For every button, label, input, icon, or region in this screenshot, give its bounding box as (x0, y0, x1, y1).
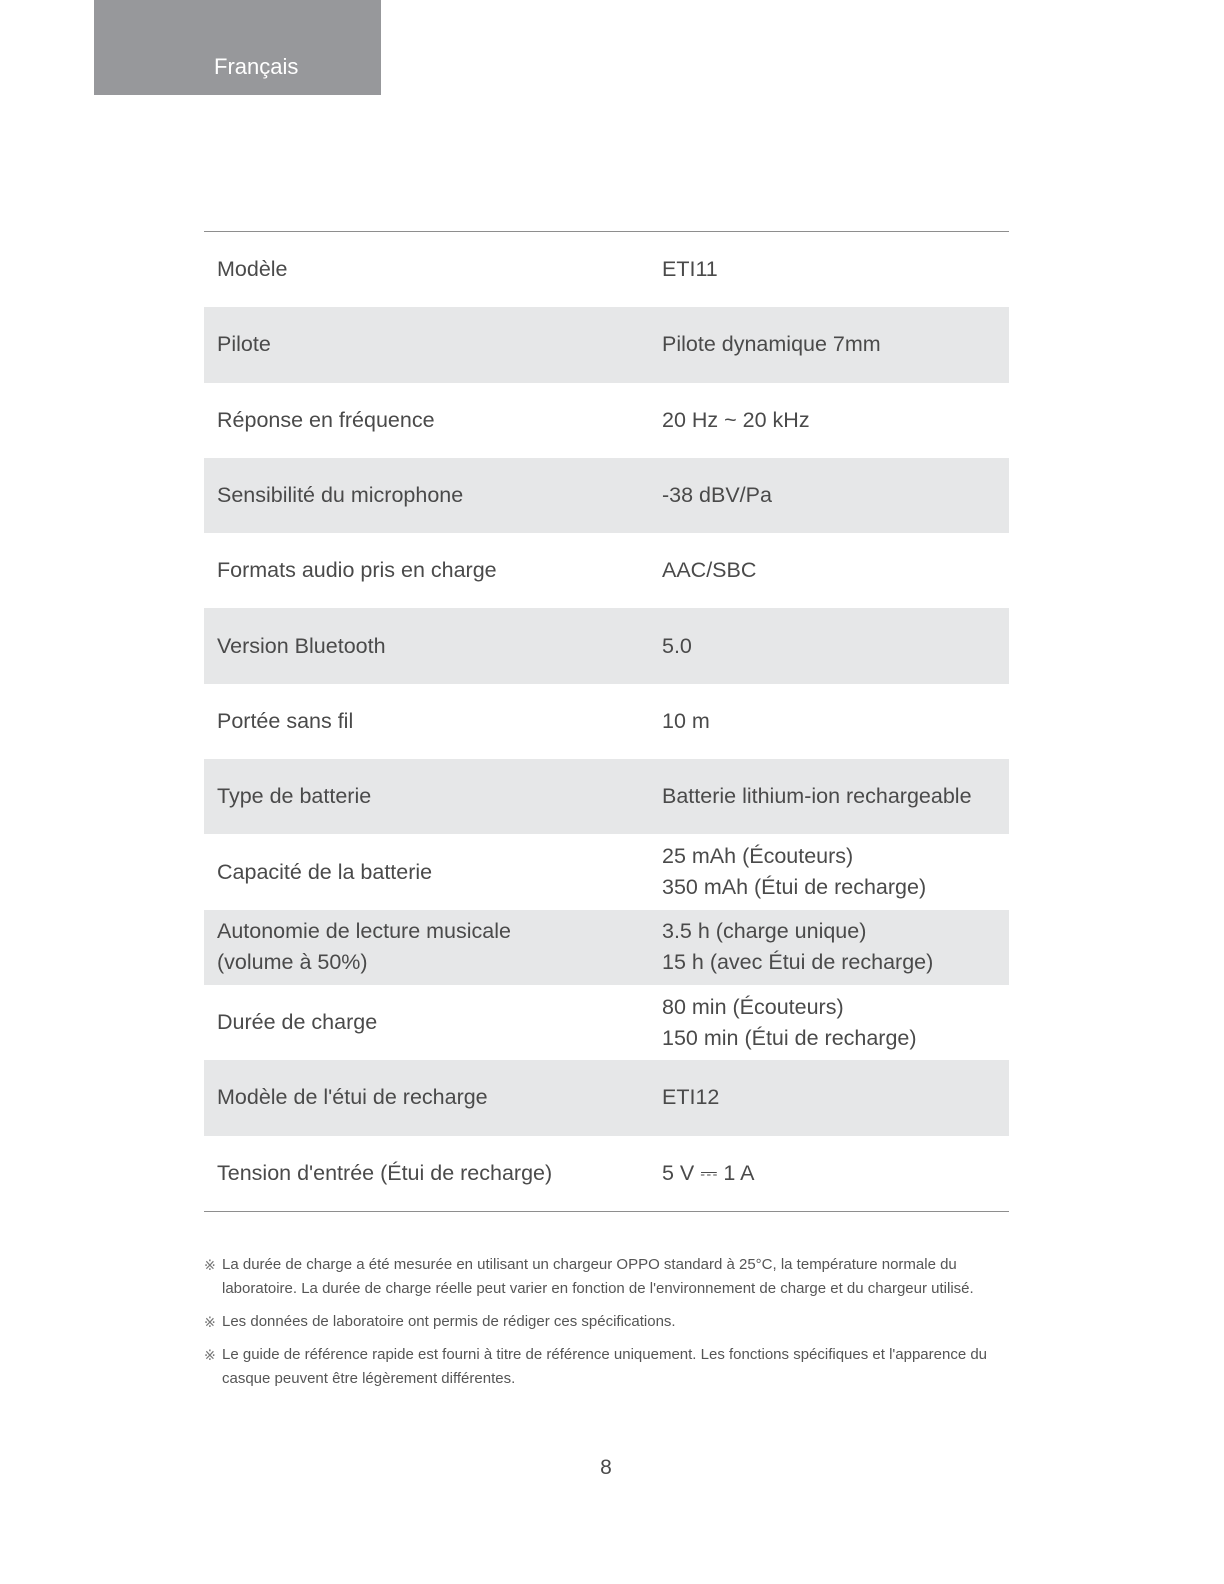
spec-value: -38 dBV/Pa (662, 483, 772, 508)
spec-value: ETI11 (662, 257, 718, 282)
spec-row-mic-sensitivity (204, 458, 1009, 533)
spec-value: AAC/SBC (662, 558, 757, 583)
spec-label: Tension d'entrée (Étui de recharge) (217, 1160, 553, 1185)
spec-value: 10 m (662, 708, 710, 733)
spec-label: Version Bluetooth (217, 633, 386, 658)
spec-row-case-model (204, 1060, 1009, 1135)
spec-value: Pilote dynamique 7mm (662, 332, 881, 357)
spec-row-charging-time (204, 985, 1009, 1060)
spec-label: Modèle de l'étui de recharge (217, 1085, 488, 1110)
spec-label: Réponse en fréquence (217, 407, 435, 432)
spec-label: Autonomie de lecture musicale (volume à 50%) (217, 919, 511, 975)
spec-row-battery-capacity (204, 834, 1009, 909)
spec-label: Formats audio pris en charge (217, 558, 497, 583)
spec-value: Batterie lithium-ion rechargeable (662, 784, 972, 809)
spec-value: 3.5 h (charge unique) 15 h (avec Étui de recharge) (662, 919, 934, 975)
spec-row-frequency-response (204, 383, 1009, 458)
spec-value: 25 mAh (Écouteurs) 350 mAh (Étui de recharge) (662, 844, 927, 900)
spec-row-bluetooth-version (204, 608, 1009, 683)
footnote-text: Le guide de référence rapide est fourni à titre de référence uniquement. Les fonctions spécifiques et l'apparence du casque peuvent être légèrement différentes. (222, 1346, 988, 1387)
spec-label: Pilote (217, 332, 271, 357)
reference-mark-icon: ※ (204, 1257, 216, 1273)
spec-row-driver (204, 307, 1009, 382)
language-tab (94, 0, 381, 95)
footnote (204, 1253, 1014, 1301)
footnote (204, 1310, 1014, 1334)
spec-value: ETI12 (662, 1085, 720, 1110)
spec-label: Type de batterie (217, 784, 372, 809)
spec-value: 5.0 (662, 633, 692, 658)
spec-value: 5 V ⎓ 1 A (662, 1160, 755, 1185)
page-number: 8 (600, 1456, 612, 1479)
spec-value: 80 min (Écouteurs) 150 min (Étui de recharge) (662, 994, 917, 1050)
footnote (204, 1343, 1014, 1391)
spec-row-battery-type (204, 759, 1009, 834)
spec-row-audio-formats (204, 533, 1009, 608)
spec-label: Portée sans fil (217, 708, 354, 733)
spec-label: Modèle (217, 257, 288, 282)
spec-label: Sensibilité du microphone (217, 483, 464, 508)
reference-mark-icon: ※ (204, 1347, 216, 1363)
spec-label: Durée de charge (217, 1010, 378, 1035)
reference-mark-icon: ※ (204, 1314, 216, 1330)
footnote-text: Les données de laboratoire ont permis de rédiger ces spécifications. (222, 1313, 676, 1330)
footnote-text: La durée de charge a été mesurée en utilisant un chargeur OPPO standard à 25°C, la température normale du laboratoire. La durée de charge réelle peut varier en fonction de l'environnement de charge et du chargeur utilisé. (222, 1256, 974, 1297)
spec-row-input-voltage (204, 1136, 1009, 1211)
spec-row-music-playback (204, 910, 1009, 985)
spec-table (204, 231, 1009, 1212)
footnotes (204, 1253, 1014, 1400)
spec-row-model (204, 232, 1009, 307)
spec-row-wireless-range (204, 684, 1009, 759)
spec-label: Capacité de la batterie (217, 859, 433, 884)
language-label: Français (214, 54, 299, 79)
spec-value: 20 Hz ~ 20 kHz (662, 407, 810, 432)
